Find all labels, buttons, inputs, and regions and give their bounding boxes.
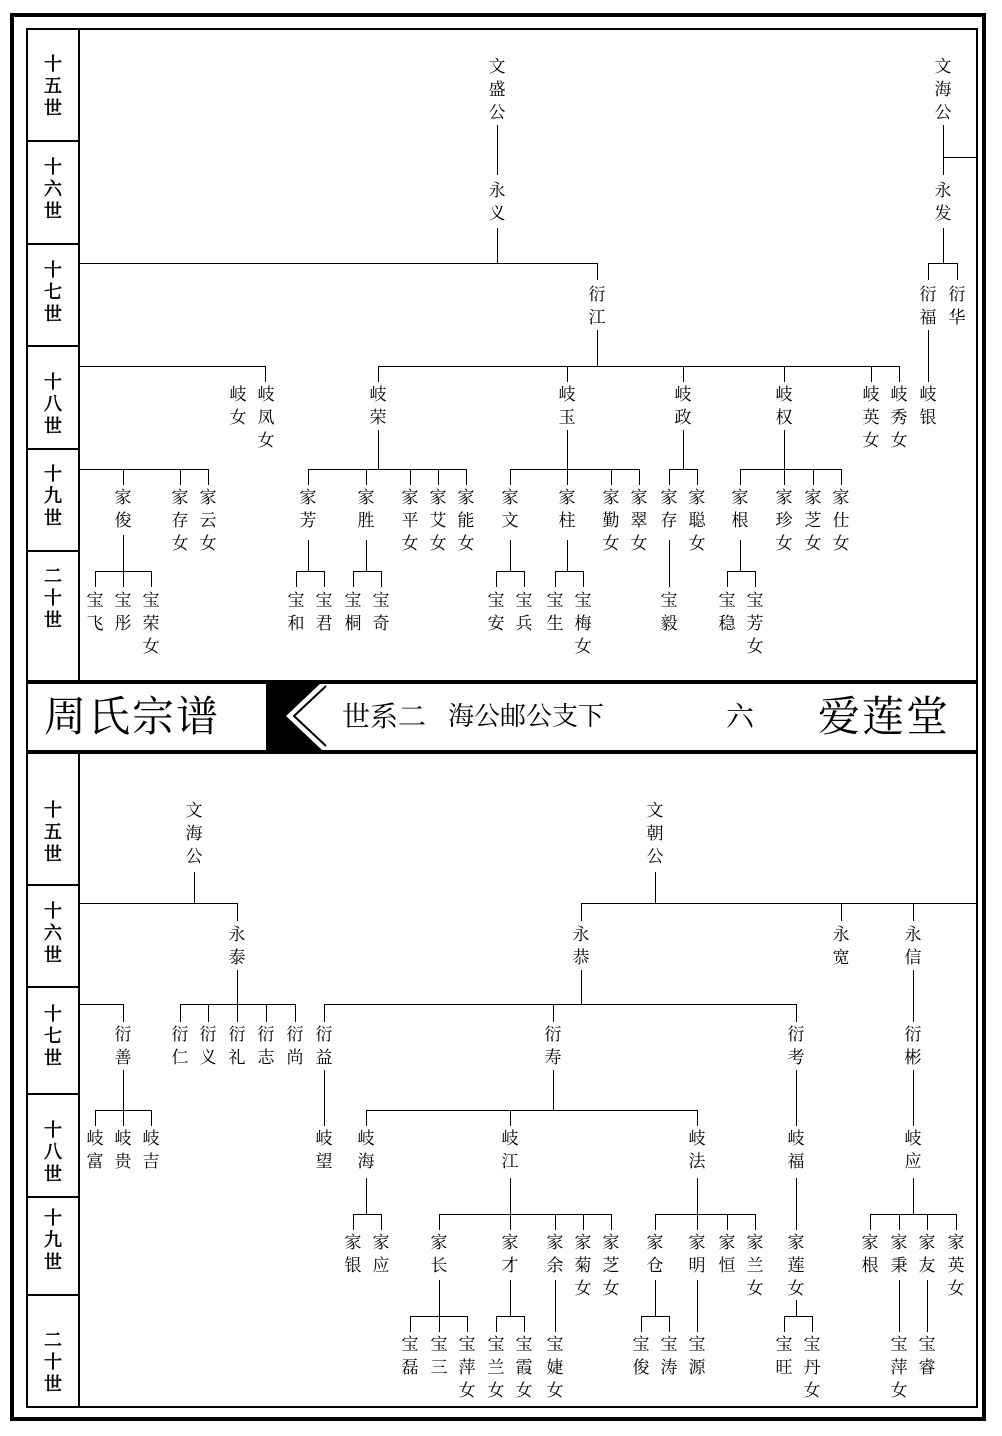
gen-18-label: 十 八 世 bbox=[44, 372, 62, 437]
tree-connector-line bbox=[123, 535, 124, 571]
name-wensheng: 文 盛 公 bbox=[488, 57, 506, 123]
gen-separator bbox=[28, 550, 80, 552]
tree-connector-line bbox=[567, 469, 568, 485]
name-yanhua: 衍 华 bbox=[948, 285, 966, 328]
tree-connector-line bbox=[466, 469, 467, 485]
tree-connector-line bbox=[80, 1004, 124, 1005]
tree-connector-line bbox=[567, 430, 568, 469]
name-yongkuan: 永 宽 bbox=[832, 925, 850, 968]
name-wenhai: 文 海 公 bbox=[185, 801, 203, 867]
name-bao-pingnv: 宝 萍 女 bbox=[458, 1335, 476, 1401]
tree-connector-line bbox=[237, 970, 238, 1004]
tree-connector-line bbox=[524, 1316, 525, 1332]
name-bao-qi: 宝 奇 bbox=[372, 591, 390, 634]
tree-connector-line bbox=[740, 540, 741, 571]
gen-separator bbox=[28, 243, 80, 245]
tree-connector-line bbox=[353, 1214, 382, 1215]
tree-connector-line bbox=[655, 872, 656, 903]
name-bao-dannv: 宝 丹 女 bbox=[803, 1335, 821, 1401]
name-jia-liannv: 家 莲 女 bbox=[787, 1233, 805, 1299]
tree-connector-line bbox=[784, 366, 785, 382]
tree-connector-line bbox=[697, 469, 698, 485]
tree-connector-line bbox=[581, 903, 582, 921]
tree-connector-line bbox=[655, 1214, 656, 1230]
name-qi-ying: 岐 应 bbox=[904, 1129, 922, 1172]
tree-connector-line bbox=[928, 263, 929, 280]
tree-connector-line bbox=[308, 469, 309, 485]
tree-connector-line bbox=[123, 469, 124, 485]
tree-connector-line bbox=[928, 330, 929, 382]
tree-connector-line bbox=[683, 430, 684, 469]
tree-connector-line bbox=[353, 571, 382, 572]
name-jia-qinnv: 家 勤 女 bbox=[602, 488, 620, 554]
tree-connector-line bbox=[669, 469, 698, 470]
tree-connector-line bbox=[639, 469, 640, 485]
name-jia-congnv: 家 聪 女 bbox=[688, 488, 706, 554]
tree-connector-line bbox=[555, 571, 584, 572]
name-jia-heng: 家 恒 bbox=[718, 1233, 736, 1276]
tree-connector-line bbox=[510, 1178, 511, 1214]
tree-connector-line bbox=[841, 469, 842, 485]
tree-connector-line bbox=[381, 571, 382, 587]
name-jia-yingnv: 家 英 女 bbox=[947, 1233, 965, 1299]
gen-separator bbox=[28, 448, 80, 450]
name-bao-jun: 宝 君 bbox=[315, 591, 333, 634]
name-jia-fang: 家 芳 bbox=[299, 488, 317, 531]
gen-15-label: 十 五 世 bbox=[44, 800, 62, 865]
name-qi-wang: 岐 望 bbox=[315, 1129, 333, 1172]
tree-connector-line bbox=[796, 1004, 797, 1022]
tree-connector-line bbox=[841, 903, 842, 921]
tree-connector-line bbox=[555, 1214, 556, 1230]
name-yan-shan: 衍 善 bbox=[114, 1025, 132, 1068]
gen-separator bbox=[28, 140, 80, 142]
tree-connector-line bbox=[784, 430, 785, 469]
tree-connector-line bbox=[697, 1280, 698, 1332]
tree-connector-line bbox=[567, 540, 568, 571]
tree-connector-line bbox=[812, 1316, 813, 1332]
name-jia-ming: 家 明 bbox=[688, 1233, 706, 1276]
tree-connector-line bbox=[928, 263, 958, 264]
tree-connector-line bbox=[524, 571, 525, 587]
tree-connector-line bbox=[796, 1178, 797, 1230]
tree-connector-line bbox=[899, 1280, 900, 1332]
tree-connector-line bbox=[296, 571, 325, 572]
tree-connector-line bbox=[180, 1004, 181, 1022]
gen-separator bbox=[28, 884, 80, 886]
gen-15-label: 十 五 世 bbox=[44, 54, 62, 119]
name-bao-wen: 宝 稳 bbox=[718, 591, 736, 634]
tree-connector-line bbox=[553, 1004, 554, 1022]
tree-connector-line bbox=[366, 1110, 698, 1111]
branch-label: 海公邮公支下 bbox=[448, 702, 605, 732]
tree-connector-line bbox=[439, 1214, 612, 1215]
name-yan-shou: 衍 寿 bbox=[544, 1025, 562, 1068]
tree-connector-line bbox=[95, 571, 96, 587]
gen-20-label: 二 十 世 bbox=[44, 1330, 62, 1395]
tree-connector-line bbox=[208, 469, 209, 485]
book-title: 周氏宗谱 bbox=[44, 692, 221, 741]
name-qi-yin: 岐 银 bbox=[919, 385, 937, 428]
tree-connector-line bbox=[871, 366, 872, 382]
tree-connector-line bbox=[913, 1070, 914, 1126]
name-jia-cai: 家 才 bbox=[501, 1233, 519, 1276]
name-jia-cunnv: 家 存 女 bbox=[171, 488, 189, 554]
gen-18-label: 十 八 世 bbox=[44, 1120, 62, 1185]
name-jia-ying: 家 应 bbox=[372, 1233, 390, 1276]
tree-connector-line bbox=[957, 263, 958, 280]
tree-connector-line bbox=[353, 1214, 354, 1230]
name-qi-yingnv: 岐 英 女 bbox=[862, 385, 880, 451]
tree-connector-line bbox=[366, 1110, 367, 1126]
name-yonggong: 永 恭 bbox=[572, 925, 590, 968]
name-yongtai: 永 泰 bbox=[228, 925, 246, 968]
tree-connector-line bbox=[796, 1070, 797, 1126]
tree-connector-line bbox=[727, 571, 728, 587]
tree-connector-line bbox=[378, 366, 900, 367]
tree-connector-line bbox=[467, 1316, 468, 1332]
name-qi-rong: 岐 荣 bbox=[369, 385, 387, 428]
name-bao-bing: 宝 兵 bbox=[515, 591, 533, 634]
gen-20-label: 二 十 世 bbox=[44, 566, 62, 631]
name-yan-kao: 衍 考 bbox=[787, 1025, 805, 1068]
name-jia-sheng: 家 胜 bbox=[357, 488, 375, 531]
tree-connector-line bbox=[510, 540, 511, 571]
page-number: 六 bbox=[726, 700, 755, 733]
tree-connector-line bbox=[697, 1214, 698, 1230]
tree-connector-line bbox=[510, 469, 640, 470]
name-jia-cang: 家 仓 bbox=[646, 1233, 664, 1276]
tree-connector-line bbox=[697, 1110, 698, 1126]
name-jia-zhu: 家 柱 bbox=[558, 488, 576, 531]
tree-connector-line bbox=[510, 1110, 511, 1126]
tree-connector-line bbox=[641, 1316, 642, 1332]
tree-connector-line bbox=[296, 571, 297, 587]
tree-connector-line bbox=[697, 1178, 698, 1214]
tree-connector-line bbox=[308, 469, 466, 470]
tree-connector-line bbox=[611, 469, 612, 485]
tree-connector-line bbox=[813, 469, 814, 485]
name-jia-cuinv: 家 翠 女 bbox=[630, 488, 648, 554]
name-jia-nengnv: 家 能 女 bbox=[457, 488, 475, 554]
name-bao-meinv: 宝 梅 女 bbox=[574, 591, 592, 657]
tree-connector-line bbox=[597, 330, 598, 366]
tree-connector-line bbox=[555, 1280, 556, 1332]
tree-connector-line bbox=[353, 571, 354, 587]
gen-16-label: 十 六 世 bbox=[44, 157, 62, 222]
tree-connector-line bbox=[655, 1280, 656, 1316]
name-jia-junv: 家 菊 女 bbox=[574, 1233, 592, 1299]
tree-connector-line bbox=[438, 469, 439, 485]
tree-connector-line bbox=[439, 1280, 440, 1316]
name-yan-shang: 衍 尚 bbox=[286, 1025, 304, 1068]
name-bao-fangnv: 宝 芳 女 bbox=[746, 591, 764, 657]
tree-connector-line bbox=[899, 366, 900, 382]
tree-connector-line bbox=[439, 1214, 440, 1230]
name-bao-jun: 宝 俊 bbox=[632, 1335, 650, 1378]
tree-connector-line bbox=[237, 1004, 238, 1022]
tree-connector-line bbox=[870, 1214, 957, 1215]
tree-connector-line bbox=[95, 1110, 96, 1126]
tree-connector-line bbox=[583, 571, 584, 587]
gen-separator bbox=[28, 1196, 80, 1198]
name-bao-wang: 宝 旺 bbox=[775, 1335, 793, 1378]
tree-connector-line bbox=[553, 1070, 554, 1110]
name-bao-tao: 宝 涛 bbox=[660, 1335, 678, 1378]
gen-17-label: 十 七 世 bbox=[44, 260, 62, 325]
tree-connector-line bbox=[295, 1004, 296, 1022]
name-jia-zhinv: 家 芝 女 bbox=[602, 1233, 620, 1299]
tree-connector-line bbox=[180, 469, 181, 485]
tree-connector-line bbox=[796, 1300, 797, 1316]
name-qi-nv: 岐 女 bbox=[229, 385, 247, 428]
name-jia-zhennv: 家 珍 女 bbox=[775, 488, 793, 554]
name-yan-ren: 衍 仁 bbox=[171, 1025, 189, 1068]
name-jia-bing: 家 秉 bbox=[890, 1233, 908, 1276]
tree-connector-line bbox=[510, 1214, 511, 1230]
name-bao-tong: 宝 彤 bbox=[114, 591, 132, 634]
tree-connector-line bbox=[151, 571, 152, 587]
name-bao-sheng: 宝 生 bbox=[546, 591, 564, 634]
name-bao-he: 宝 和 bbox=[287, 591, 305, 634]
name-qi-ji: 岐 吉 bbox=[142, 1129, 160, 1172]
tree-connector-line bbox=[123, 571, 124, 587]
chevron-divider-icon bbox=[266, 682, 328, 750]
name-yan-zhi: 衍 志 bbox=[257, 1025, 275, 1068]
tree-connector-line bbox=[266, 1004, 267, 1022]
name-yongfa: 永 发 bbox=[934, 181, 952, 224]
name-jia-wen: 家 文 bbox=[501, 488, 519, 531]
name-bao-xianv: 宝 霞 女 bbox=[515, 1335, 533, 1401]
name-yanfu: 衍 福 bbox=[919, 285, 937, 328]
tree-connector-line bbox=[366, 540, 367, 571]
name-yan-yi2: 衍 益 bbox=[315, 1025, 333, 1068]
name-yanjiang: 衍 江 bbox=[588, 285, 606, 328]
name-qi-xiunv: 岐 秀 女 bbox=[890, 385, 908, 451]
name-jia-jun: 家 俊 bbox=[114, 488, 132, 531]
tree-connector-line bbox=[555, 571, 556, 587]
tree-connector-line bbox=[581, 903, 978, 904]
tree-connector-line bbox=[641, 1316, 670, 1317]
tree-connector-line bbox=[913, 1178, 914, 1214]
name-bao-an: 宝 安 bbox=[487, 591, 505, 634]
tree-connector-line bbox=[870, 1214, 871, 1230]
name-qi-fu2: 岐 福 bbox=[787, 1129, 805, 1172]
gen-separator bbox=[28, 986, 80, 988]
name-jia-zhinv: 家 芝 女 bbox=[804, 488, 822, 554]
tree-connector-line bbox=[151, 1110, 152, 1126]
name-jia-gen: 家 根 bbox=[861, 1233, 879, 1276]
tree-connector-line bbox=[366, 1178, 367, 1214]
tree-connector-line bbox=[611, 1214, 612, 1230]
tree-connector-line bbox=[581, 970, 582, 1004]
tree-connector-line bbox=[439, 1316, 440, 1332]
tree-connector-line bbox=[510, 1280, 511, 1316]
name-qi-fu: 岐 富 bbox=[86, 1129, 104, 1172]
name-qi-yu: 岐 玉 bbox=[558, 385, 576, 428]
tree-connector-line bbox=[308, 540, 309, 571]
name-bao-rongnv: 宝 荣 女 bbox=[142, 591, 160, 657]
tree-connector-line bbox=[683, 366, 684, 382]
header-divider-top bbox=[26, 680, 978, 684]
tree-connector-line bbox=[583, 1214, 584, 1230]
tree-connector-line bbox=[80, 263, 598, 264]
tree-connector-line bbox=[784, 1316, 785, 1332]
tree-connector-line bbox=[943, 157, 978, 158]
name-bao-jienv: 宝 婕 女 bbox=[546, 1335, 564, 1401]
tree-connector-line bbox=[943, 228, 944, 263]
name-bao-fei: 宝 飞 bbox=[86, 591, 104, 634]
tree-connector-line bbox=[567, 366, 568, 382]
name-jia-chang: 家 长 bbox=[430, 1233, 448, 1276]
gen-16-label: 十 六 世 bbox=[44, 901, 62, 966]
tree-connector-line bbox=[510, 469, 511, 485]
tree-connector-line bbox=[366, 469, 367, 485]
tree-connector-line bbox=[80, 366, 266, 367]
tree-connector-line bbox=[123, 1004, 124, 1022]
name-yongxin: 永 信 bbox=[904, 925, 922, 968]
gen-separator bbox=[28, 1294, 80, 1296]
tree-connector-line bbox=[755, 1214, 756, 1230]
tree-connector-line bbox=[784, 1316, 813, 1317]
series-label: 世系二 bbox=[342, 700, 427, 733]
tree-connector-line bbox=[669, 540, 670, 587]
name-jia-yu: 家 余 bbox=[546, 1233, 564, 1276]
name-wenchao: 文 朝 公 bbox=[646, 801, 664, 867]
tree-connector-line bbox=[927, 1214, 928, 1230]
tree-connector-line bbox=[123, 1070, 124, 1110]
tree-connector-line bbox=[180, 1004, 296, 1005]
name-qi-zheng: 岐 政 bbox=[674, 385, 692, 428]
name-jia-gen: 家 根 bbox=[731, 488, 749, 531]
tree-connector-line bbox=[324, 1070, 325, 1126]
tree-connector-line bbox=[913, 970, 914, 1022]
tree-connector-line bbox=[669, 469, 670, 485]
name-jia-yunnv: 家 云 女 bbox=[199, 488, 217, 554]
tree-connector-line bbox=[740, 469, 842, 470]
tree-connector-line bbox=[956, 1214, 957, 1230]
name-qi-fengnv: 岐 凤 女 bbox=[257, 385, 275, 451]
tree-connector-line bbox=[324, 1004, 797, 1005]
tree-connector-line bbox=[943, 125, 944, 175]
tree-connector-line bbox=[237, 903, 238, 921]
name-yan-bin: 衍 彬 bbox=[904, 1025, 922, 1068]
name-yan-yi: 衍 义 bbox=[199, 1025, 217, 1068]
tree-connector-line bbox=[655, 1214, 756, 1215]
tree-connector-line bbox=[378, 430, 379, 469]
name-jia-pingnv: 家 平 女 bbox=[401, 488, 419, 554]
name-jia-yin: 家 银 bbox=[344, 1233, 362, 1276]
name-jia-cun2: 家 存 bbox=[660, 488, 678, 531]
tree-connector-line bbox=[265, 366, 266, 382]
tree-connector-line bbox=[410, 469, 411, 485]
tree-connector-line bbox=[496, 571, 497, 587]
tree-connector-line bbox=[496, 1316, 497, 1332]
tree-connector-line bbox=[496, 571, 525, 572]
name-bao-rui: 宝 睿 bbox=[918, 1335, 936, 1378]
name-wenhai: 文 海 公 bbox=[934, 57, 952, 123]
header-divider-bottom bbox=[26, 750, 978, 754]
name-jia-you: 家 友 bbox=[918, 1233, 936, 1276]
name-qi-quan: 岐 权 bbox=[775, 385, 793, 428]
name-jia-shinv: 家 仕 女 bbox=[832, 488, 850, 554]
hall-name: 爱莲堂 bbox=[818, 692, 951, 741]
tree-connector-line bbox=[378, 366, 379, 382]
tree-connector-line bbox=[899, 1214, 900, 1230]
tree-connector-line bbox=[755, 571, 756, 587]
tree-connector-line bbox=[194, 872, 195, 903]
tree-connector-line bbox=[784, 469, 785, 485]
tree-connector-line bbox=[497, 125, 498, 175]
tree-connector-line bbox=[324, 1004, 325, 1022]
tree-connector-line bbox=[381, 1214, 382, 1230]
name-bao-yi: 宝 毅 bbox=[660, 591, 678, 634]
tree-connector-line bbox=[927, 1280, 928, 1332]
tree-connector-line bbox=[669, 1316, 670, 1332]
name-bao-san: 宝 三 bbox=[430, 1335, 448, 1378]
tree-connector-line bbox=[80, 903, 238, 904]
name-bao-pingnv2: 宝 萍 女 bbox=[890, 1335, 908, 1401]
name-qi-jiang: 岐 江 bbox=[501, 1129, 519, 1172]
gen-separator bbox=[28, 345, 80, 347]
tree-connector-line bbox=[727, 571, 756, 572]
name-yan-li: 衍 礼 bbox=[228, 1025, 246, 1068]
tree-connector-line bbox=[913, 903, 914, 921]
name-jia-lannv: 家 兰 女 bbox=[746, 1233, 764, 1299]
name-bao-tong2: 宝 桐 bbox=[344, 591, 362, 634]
tree-connector-line bbox=[496, 1316, 525, 1317]
gen-19-label: 十 九 世 bbox=[44, 1208, 62, 1273]
gen-17-label: 十 七 世 bbox=[44, 1004, 62, 1069]
tree-connector-line bbox=[727, 1214, 728, 1230]
gen-19-label: 十 九 世 bbox=[44, 464, 62, 529]
name-bao-yuan: 宝 源 bbox=[688, 1335, 706, 1378]
tree-connector-line bbox=[410, 1316, 411, 1332]
name-bao-lei: 宝 磊 bbox=[401, 1335, 419, 1378]
name-bao-lannv: 宝 兰 女 bbox=[487, 1335, 505, 1401]
tree-connector-line bbox=[597, 263, 598, 280]
tree-connector-line bbox=[80, 469, 208, 470]
tree-connector-line bbox=[497, 228, 498, 263]
gen-separator bbox=[28, 1093, 80, 1095]
name-qi-gui: 岐 贵 bbox=[114, 1129, 132, 1172]
tree-connector-line bbox=[123, 1110, 124, 1126]
tree-connector-line bbox=[208, 1004, 209, 1022]
tree-connector-line bbox=[740, 469, 741, 485]
tree-connector-line bbox=[324, 571, 325, 587]
name-jia-ainv: 家 艾 女 bbox=[429, 488, 447, 554]
name-qi-hai: 岐 海 bbox=[357, 1129, 375, 1172]
name-qi-fa: 岐 法 bbox=[688, 1129, 706, 1172]
name-yongyi: 永 义 bbox=[488, 181, 506, 224]
